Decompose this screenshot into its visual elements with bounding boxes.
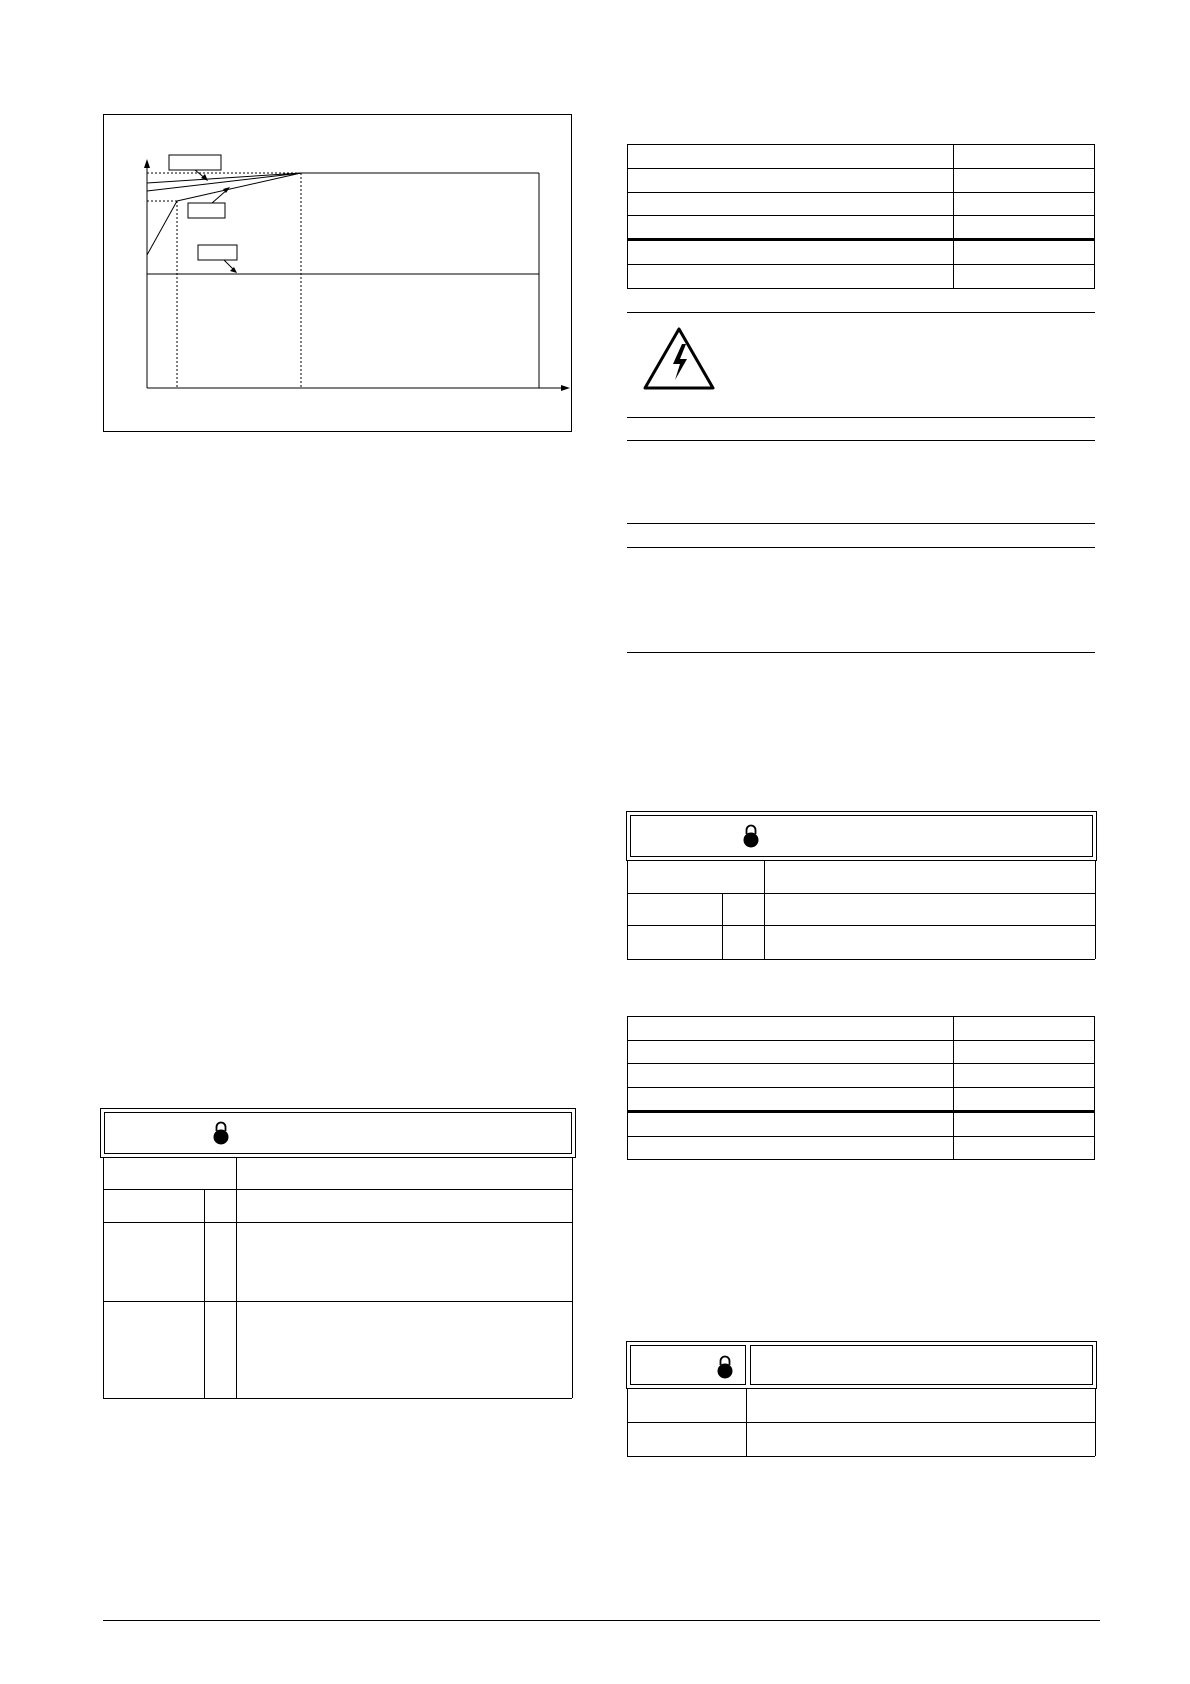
lock-icon (212, 1120, 230, 1146)
warning-bottom-rule (627, 417, 1095, 418)
label-box-2 (188, 203, 225, 218)
param-box-left-header-inner (104, 1112, 572, 1154)
param-box-right1-header-inner (630, 815, 1093, 857)
figure-frame (103, 114, 572, 432)
x-axis-arrow (561, 385, 570, 391)
y-axis-arrow (144, 159, 150, 168)
ramp-line-steep (147, 201, 177, 255)
footer-rule (103, 1620, 1100, 1621)
section-rule-1 (627, 440, 1095, 441)
warning-top-rule (627, 312, 1095, 313)
label-box-3 (198, 245, 237, 260)
section-rule-2 (627, 523, 1095, 524)
section-rule-4 (627, 652, 1095, 653)
param-box-right2-header-right (750, 1345, 1093, 1385)
warning-electric-icon (642, 326, 716, 392)
speed-torque-graph (104, 115, 571, 431)
lock-icon (716, 1354, 734, 1380)
label-box-1 (169, 155, 221, 170)
lock-icon (742, 823, 760, 849)
section-rule-3 (627, 547, 1095, 548)
